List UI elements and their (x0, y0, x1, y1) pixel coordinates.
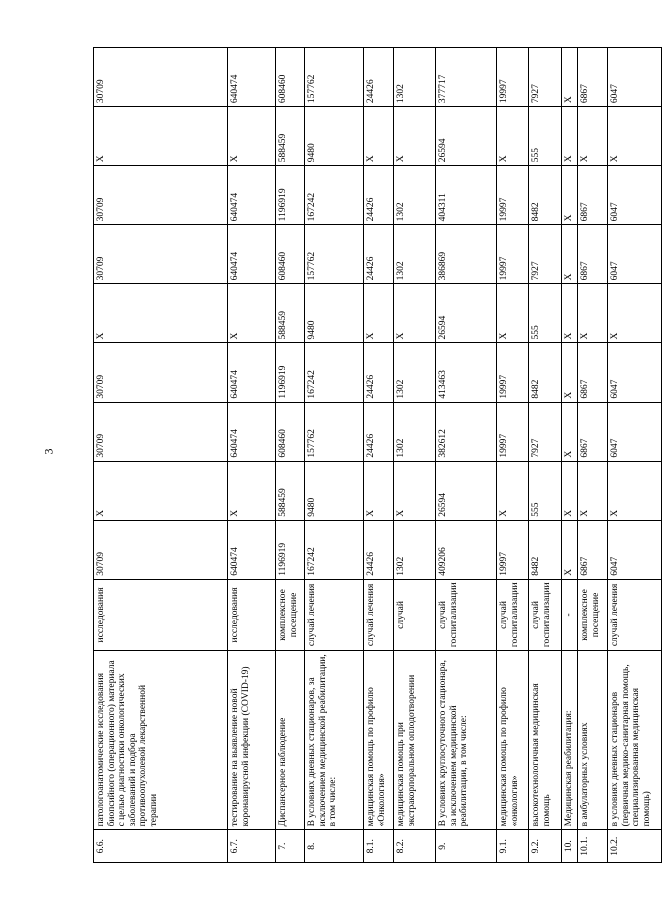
table-row (497, 48, 529, 863)
value-cell: 8482 (529, 520, 562, 579)
row-number-cell: 6.7. (228, 830, 276, 863)
value-cell: 1302 (394, 402, 436, 461)
value-cell: 640474 (228, 402, 276, 461)
value-cell: 640474 (228, 225, 276, 284)
value-cell: 167242 (305, 343, 364, 402)
value-cell: 157762 (305, 225, 364, 284)
value-cell: 608460 (276, 402, 305, 461)
value-cell: 6047 (608, 402, 662, 461)
row-name-cell: медицинская помощь по профилю «онкология» (497, 651, 529, 830)
value-cell: X (562, 225, 578, 284)
value-cell: 1302 (394, 520, 436, 579)
row-number-cell: 9.1. (497, 830, 529, 863)
row-name-cell: в условиях дневных стационаров (первичная медико-санитарная помощь, специализированная медицинская помощь) (608, 651, 662, 830)
value-cell: 30709 (94, 48, 228, 107)
value-cell: 26594 (436, 107, 497, 166)
value-cell: X (562, 402, 578, 461)
row-name-cell: Диспансерное наблюдение (276, 651, 305, 830)
data-table (93, 47, 662, 863)
value-cell: 1302 (394, 166, 436, 225)
value-cell: 24426 (364, 520, 394, 579)
value-cell: 24426 (364, 48, 394, 107)
value-cell: 588459 (276, 107, 305, 166)
value-cell: 19997 (497, 225, 529, 284)
row-number-cell: 10.1. (578, 830, 608, 863)
row-number-cell: 8.2. (394, 830, 436, 863)
value-cell: X (228, 284, 276, 343)
table-row (394, 48, 436, 863)
value-cell: 7927 (529, 225, 562, 284)
value-cell: 9480 (305, 461, 364, 520)
table-row (529, 48, 562, 863)
value-cell: 640474 (228, 166, 276, 225)
value-cell: 640474 (228, 343, 276, 402)
value-cell: 386869 (436, 225, 497, 284)
value-cell: X (394, 284, 436, 343)
value-cell: 608460 (276, 48, 305, 107)
unit-cell: случай госпитализации (436, 579, 497, 650)
value-cell: 6867 (578, 402, 608, 461)
value-cell: 409206 (436, 520, 497, 579)
value-cell: 1302 (394, 48, 436, 107)
value-cell: X (394, 461, 436, 520)
value-cell: 26594 (436, 461, 497, 520)
row-number-cell: 8.1. (364, 830, 394, 863)
row-name-cell: медицинская помощь при экстракорпоральном оплодотворении (394, 651, 436, 830)
value-cell: 640474 (228, 520, 276, 579)
table-row (578, 48, 608, 863)
unit-cell: исследования (228, 579, 276, 650)
value-cell: 377717 (436, 48, 497, 107)
unit-cell: случай госпитализации (497, 579, 529, 650)
value-cell: 6047 (608, 520, 662, 579)
value-cell: 1196919 (276, 520, 305, 579)
value-cell: X (578, 284, 608, 343)
value-cell: 24426 (364, 225, 394, 284)
value-cell: 26594 (436, 284, 497, 343)
value-cell: X (497, 284, 529, 343)
value-cell: 157762 (305, 402, 364, 461)
value-cell: X (94, 461, 228, 520)
value-cell: X (394, 107, 436, 166)
unit-cell: случай лечения (608, 579, 662, 650)
row-name-cell: в амбулаторных условиях (578, 651, 608, 830)
value-cell: 640474 (228, 48, 276, 107)
table-row (436, 48, 497, 863)
unit-cell: комплексное посещение (276, 579, 305, 650)
value-cell: 30709 (94, 402, 228, 461)
value-cell: 413463 (436, 343, 497, 402)
row-number-cell: 9.2. (529, 830, 562, 863)
value-cell: 1196919 (276, 343, 305, 402)
value-cell: X (497, 107, 529, 166)
value-cell: 19997 (497, 402, 529, 461)
value-cell: 8482 (529, 166, 562, 225)
value-cell: 608460 (276, 225, 305, 284)
value-cell: 9480 (305, 284, 364, 343)
value-cell: X (608, 107, 662, 166)
unit-cell: - (562, 579, 578, 650)
unit-cell: случай (394, 579, 436, 650)
row-number-cell: 7. (276, 830, 305, 863)
value-cell: X (364, 284, 394, 343)
row-name-cell: В условиях круглосуточного стационара, за исключением медицинской реабилитации, в том числе: (436, 651, 497, 830)
value-cell: X (228, 461, 276, 520)
value-cell: X (562, 461, 578, 520)
value-cell: X (228, 107, 276, 166)
value-cell: 6867 (578, 343, 608, 402)
value-cell: 157762 (305, 48, 364, 107)
table-row (228, 48, 276, 863)
value-cell: 6047 (608, 48, 662, 107)
table-row (94, 48, 228, 863)
value-cell: 555 (529, 461, 562, 520)
value-cell: 6867 (578, 48, 608, 107)
value-cell: 24426 (364, 343, 394, 402)
table-row (608, 48, 662, 863)
value-cell: 1302 (394, 225, 436, 284)
value-cell: 6047 (608, 166, 662, 225)
row-number-cell: 8. (305, 830, 364, 863)
row-name-cell: тестирование на выявление новой коронавирусной инфекции (COVID-19) (228, 651, 276, 830)
value-cell: X (562, 284, 578, 343)
value-cell: 167242 (305, 520, 364, 579)
value-cell: 555 (529, 284, 562, 343)
row-number-cell: 6.6. (94, 830, 228, 863)
value-cell: X (364, 461, 394, 520)
row-name-cell: медицинская помощь по профилю «Онкология» (364, 651, 394, 830)
value-cell: 24426 (364, 402, 394, 461)
table-row (364, 48, 394, 863)
value-cell: X (578, 107, 608, 166)
unit-cell: случай госпитализации (529, 579, 562, 650)
value-cell: 30709 (94, 225, 228, 284)
unit-cell: случай лечения (364, 579, 394, 650)
value-cell: 7927 (529, 48, 562, 107)
unit-cell: комплексное посещение (578, 579, 608, 650)
value-cell: 588459 (276, 284, 305, 343)
value-cell: 588459 (276, 461, 305, 520)
value-cell: 382612 (436, 402, 497, 461)
value-cell: 1196919 (276, 166, 305, 225)
value-cell: 167242 (305, 166, 364, 225)
value-cell: X (562, 343, 578, 402)
value-cell: X (497, 461, 529, 520)
page-number: 3 (41, 448, 56, 455)
value-cell: 8482 (529, 343, 562, 402)
value-cell: 19997 (497, 343, 529, 402)
value-cell: 6867 (578, 520, 608, 579)
row-number-cell: 10.2. (608, 830, 662, 863)
value-cell: 30709 (94, 520, 228, 579)
value-cell: 9480 (305, 107, 364, 166)
value-cell: 6867 (578, 166, 608, 225)
value-cell: X (94, 284, 228, 343)
row-name-cell: Медицинская реабилитация: (562, 651, 578, 830)
value-cell: 555 (529, 107, 562, 166)
value-cell: 7927 (529, 402, 562, 461)
value-cell: X (562, 48, 578, 107)
value-cell: 30709 (94, 166, 228, 225)
value-cell: 24426 (364, 166, 394, 225)
value-cell: 1302 (394, 343, 436, 402)
value-cell: 19997 (497, 166, 529, 225)
row-name-cell: высокотехнологичная медицинская помощь (529, 651, 562, 830)
value-cell: X (562, 107, 578, 166)
value-cell: 6867 (578, 225, 608, 284)
value-cell: 404311 (436, 166, 497, 225)
value-cell: X (562, 520, 578, 579)
value-cell: X (562, 166, 578, 225)
value-cell: 6047 (608, 343, 662, 402)
value-cell: X (608, 284, 662, 343)
row-number-cell: 10. (562, 830, 578, 863)
value-cell: X (364, 107, 394, 166)
value-cell: 6047 (608, 225, 662, 284)
value-cell: X (578, 461, 608, 520)
unit-cell: случай лечения (305, 579, 364, 650)
value-cell: 30709 (94, 343, 228, 402)
value-cell: 19997 (497, 520, 529, 579)
table-row (305, 48, 364, 863)
table-row (276, 48, 305, 863)
table-row (562, 48, 578, 863)
value-cell: X (94, 107, 228, 166)
row-number-cell: 9. (436, 830, 497, 863)
row-name-cell: патологоанатомические исследования биопсийного (операционного) материала с целью диагностики онкологических заболеваний и подбора противоопухолевой лекарственной терапии (94, 651, 228, 830)
unit-cell: исследования (94, 579, 228, 650)
rotated-table-container (93, 47, 652, 863)
value-cell: 19997 (497, 48, 529, 107)
row-name-cell: В условиях дневных стационаров, за исключением медицинской реабилитации, в том числе: (305, 651, 364, 830)
value-cell: X (608, 461, 662, 520)
